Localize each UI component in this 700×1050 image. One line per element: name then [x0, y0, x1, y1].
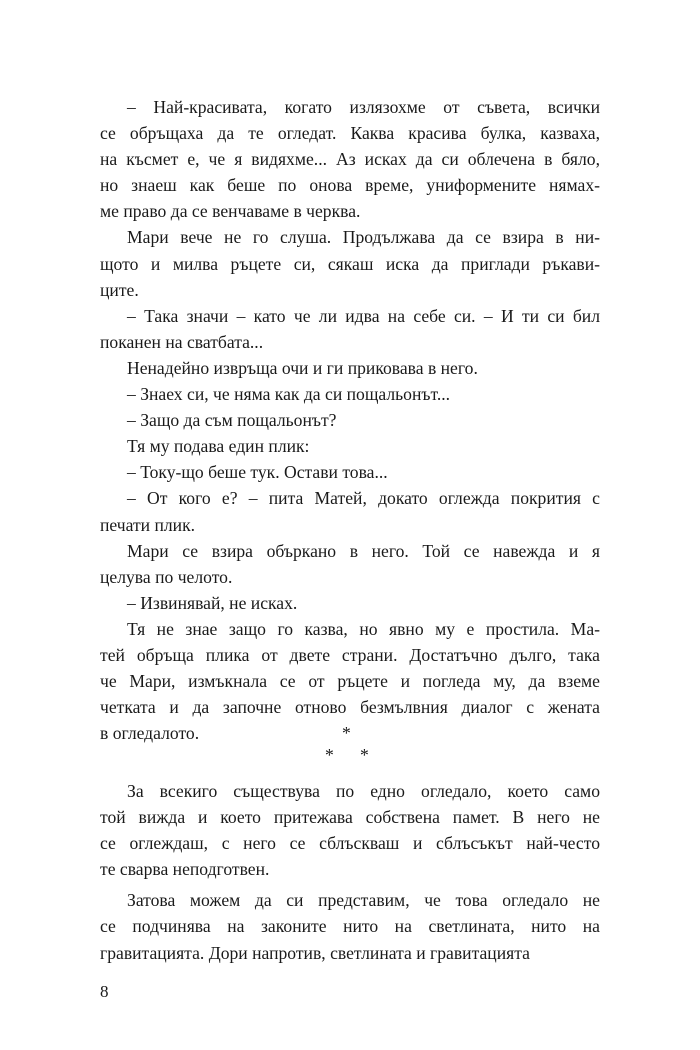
paragraph: [100, 94, 600, 224]
paragraph: [100, 485, 600, 537]
paragraph: [100, 407, 600, 433]
paragraph: [100, 778, 600, 882]
section-break-star: *: [360, 745, 369, 765]
text-line: – Така значи – като че ли идва на себе си. – И ти си бил: [127, 305, 600, 326]
text-line: на късмет е, че я видяхме... Аз исках да си облечена в бяло,: [100, 149, 600, 170]
text-line: се оглеждаш, с него се сблъскваш и сблъсъкът най-често: [100, 833, 600, 854]
text-line: – От кого е? – пита Матей, докато оглежда покрития с: [127, 488, 600, 509]
page-number: 8: [100, 982, 109, 1001]
paragraph: [100, 590, 600, 616]
text-line: щото и милва ръцете си, сякаш иска да приглади ръкави-: [100, 253, 600, 274]
paragraph: [100, 224, 600, 302]
paragraph: [100, 459, 600, 485]
text-line: – Знаех си, че няма как да си пощальонът...: [127, 384, 451, 405]
paragraph: [100, 887, 600, 965]
paragraph: [100, 381, 600, 407]
text-line: се подчинява на законите нито на светлината, нито на: [100, 916, 600, 937]
text-line: Мари вече не го слуша. Продължава да се взира в ни-: [127, 227, 600, 248]
text-line: тей обръща плика от двете страни. Достатъчно дълго, така: [100, 644, 600, 665]
text-line: поканен на сватбата...: [100, 331, 264, 352]
paragraph: [100, 433, 600, 459]
section-break-star: *: [325, 745, 334, 765]
page-text-block: [100, 94, 600, 746]
section-break: [100, 724, 600, 776]
text-line: ците.: [100, 279, 139, 300]
text-line: се обръщаха да те огледат. Каква красива булка, казваха,: [100, 123, 600, 144]
text-line: Затова можем да си представим, че това огледало не: [127, 890, 600, 911]
page-text-block-after: [100, 778, 600, 966]
text-line: той вижда и което притежава собствена памет. В него не: [100, 807, 600, 828]
text-line: – Защо да съм пощальонът?: [127, 410, 337, 431]
text-line: но знаеш как беше по онова време, униформените нямах-: [100, 175, 600, 196]
paragraph: [100, 355, 600, 381]
text-line: печати плик.: [100, 514, 196, 535]
text-line: четката и да започне отново безмълвния диалог с жената: [100, 697, 600, 718]
text-line: ме право да се венчаваме в черква.: [100, 201, 361, 222]
text-line: Тя му подава един плик:: [127, 436, 310, 457]
text-line: гравитацията. Дори напротив, светлината и гравитацията: [100, 942, 530, 963]
text-line: те сварва неподготвен.: [100, 859, 270, 880]
paragraph: [100, 303, 600, 355]
text-line: Мари се взира объркано в него. Той се навежда и я: [127, 540, 600, 561]
text-line: – Извинявай, не исках.: [127, 592, 298, 613]
text-line: Тя не знае защо го казва, но явно му е простила. Ма-: [127, 618, 600, 639]
section-break-star: *: [342, 723, 351, 743]
text-line: – Най-красивата, когато излязохме от съвета, всички: [127, 97, 600, 117]
text-line: целува по челото.: [100, 566, 233, 587]
text-line: в огледалото.: [100, 723, 200, 744]
text-line: че Мари, измъкнала се от ръцете и погледа му, да вземе: [100, 671, 600, 692]
text-line: Ненадейно извръща очи и ги приковава в него.: [127, 357, 478, 378]
text-line: За всекиго съществува по едно огледало, което само: [127, 781, 600, 801]
text-line: – Току-що беше тук. Остави това...: [127, 462, 388, 483]
paragraph: [100, 538, 600, 590]
